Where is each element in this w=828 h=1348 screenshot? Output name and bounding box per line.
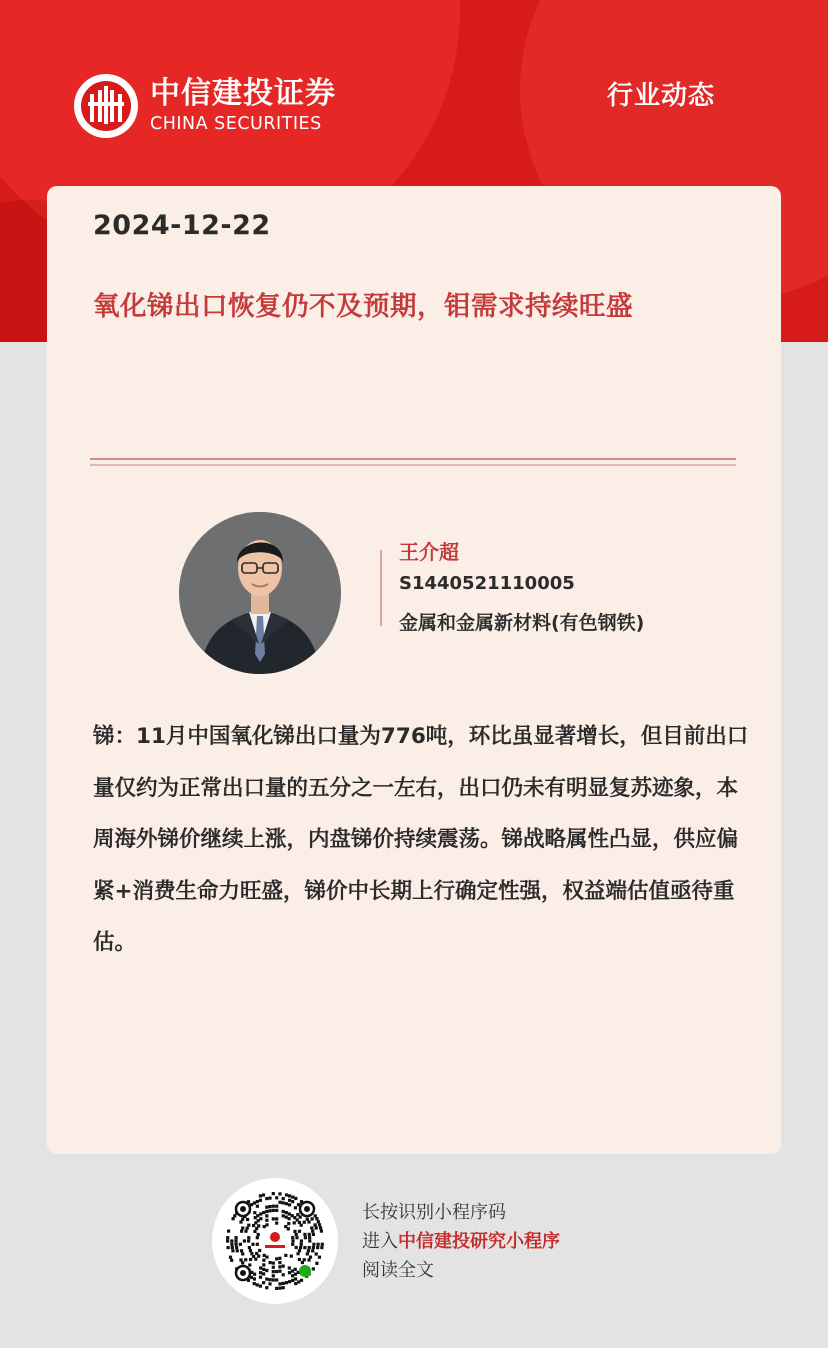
brand-logo xyxy=(72,72,336,140)
report-date: 2024-12-22 xyxy=(93,210,271,241)
analyst-divider xyxy=(380,550,382,626)
report-card xyxy=(47,186,781,1154)
report-title[interactable]: 氧化锑出口恢复仍不及预期，钼需求持续旺盛 xyxy=(93,291,633,322)
title-divider xyxy=(90,458,736,466)
analyst-avatar xyxy=(179,512,341,674)
footer-enter-prefix: 进入 xyxy=(362,1230,398,1252)
brand-name-cn: 中信建投证券 xyxy=(150,76,336,111)
footer-line-read: 阅读全文 xyxy=(362,1259,434,1281)
analyst-name[interactable]: 王介超 xyxy=(399,540,459,564)
mini-program-name[interactable]: 中信建投研究小程序 xyxy=(398,1230,560,1252)
citic-logo-icon xyxy=(72,72,140,140)
qr-code-icon xyxy=(225,1191,325,1291)
footer xyxy=(212,1178,560,1304)
footer-line-scan: 长按识别小程序码 xyxy=(362,1201,506,1223)
footer-line-enter xyxy=(362,1227,560,1256)
analyst-license-id: S1440521110005 xyxy=(399,573,575,594)
report-category: 行业动态 xyxy=(606,81,715,111)
brand-name-en: CHINA SECURITIES xyxy=(150,114,322,134)
report-summary: 锑：11月中国氧化锑出口量为776吨，环比虽显著增长，但目前出口量仅约为正常出口量的五分之一左右，出口仍未有明显复苏迹象，本周海外锑价继续上涨，内盘锑价持续震荡。锑战略属性凸显，供应偏紧+消费生命力旺盛，锑价中长期上行确定性强，权益端估值亟待重估。 xyxy=(93,724,749,955)
analyst-sector: 金属和金属新材料(有色钢铁) xyxy=(399,612,645,634)
mini-program-qr[interactable] xyxy=(212,1178,338,1304)
footer-instructions xyxy=(362,1198,560,1285)
analyst-portrait-icon xyxy=(179,512,341,674)
